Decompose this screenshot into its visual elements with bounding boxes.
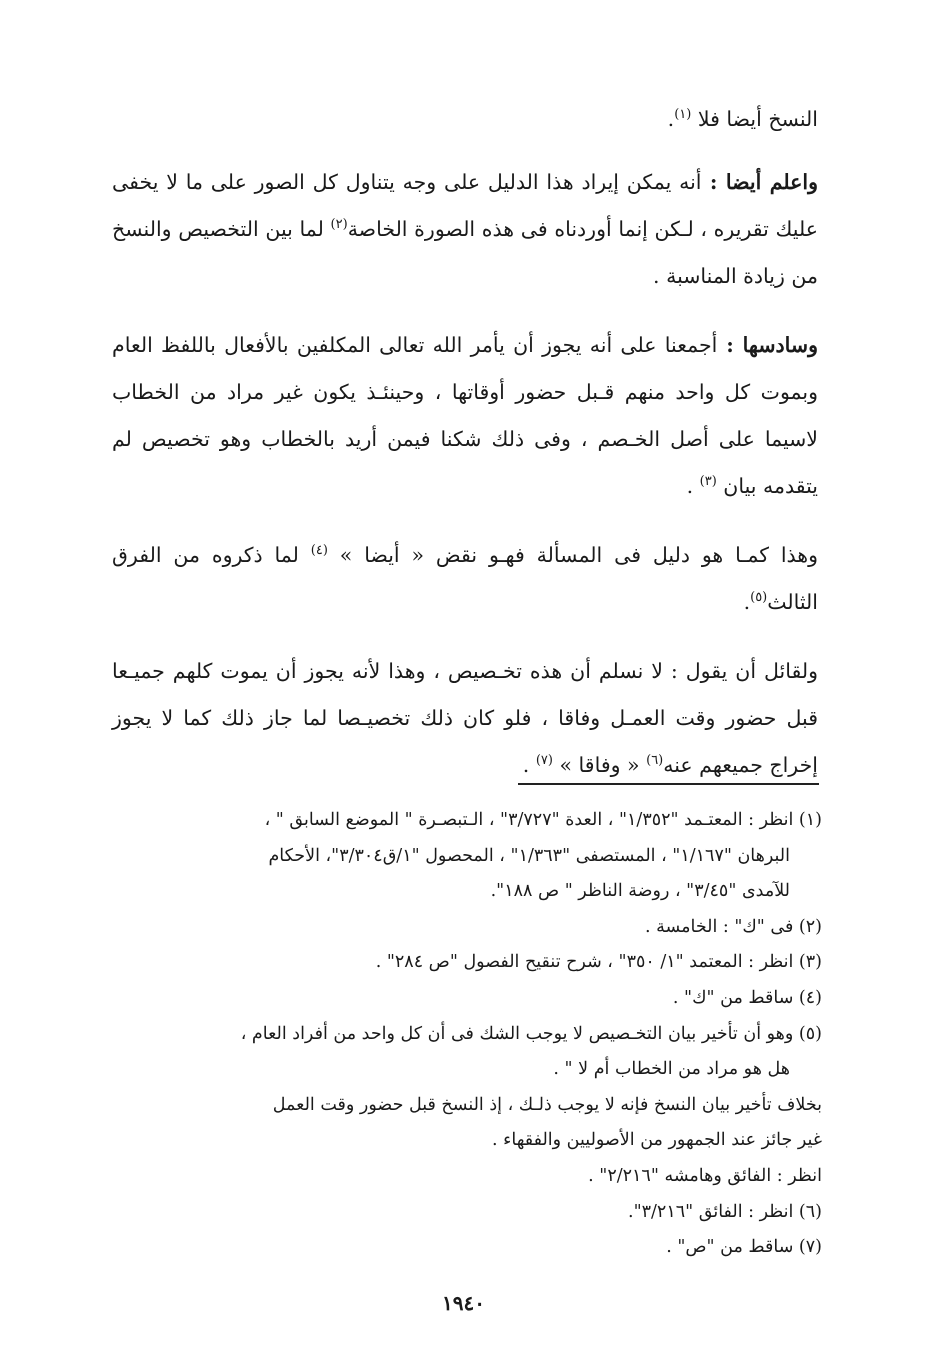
footnote-7: (٧) ساقط من "ص" . [666,1237,822,1258]
footnote-ref-6: (٦) [646,753,664,769]
footnote-5-line-5: انظر : الفائق وهامشه "٢/٢١٦" . [588,1165,822,1186]
footnote-5-line-2: هل هو مراد من الخطاب أم لا " . [553,1059,790,1080]
footnote-2: (٢) فى "ك" : الخامسة . [645,916,822,937]
paragraph-5-text2: « وفاقا » [552,753,647,777]
footnote-5-line-4: غير جائز عند الجمهور من الأصوليين والفقهاء . [492,1130,822,1151]
paragraph-3 [112,322,818,510]
footnotes [112,803,822,1266]
footnote-3: (٣) انظر : المعتمد "١/ ٣٥٠" ، شرح تنقيح الفصول "ص ٢٨٤" . [375,952,822,973]
footnote-4: (٤) ساقط من "ك" . [672,987,822,1008]
footnote-ref-7: (٧) [535,753,553,769]
paragraph-1-end: . [667,107,675,131]
footnote-5-line-3: بخلاف تأخير بيان النسخ فإنه لا يوجب ذلـك ، إذ النسخ قبل حضور وقت العمل [272,1094,822,1115]
paragraph-3-text2: . [686,474,700,498]
footnote-5 [112,1017,822,1195]
paragraph-2 [112,159,818,300]
footnote-1-line-3: للآمدى "٣/٤٥" ، روضة الناظر " ص ١٨٨". [490,881,790,902]
footnote-ref-2: (٢) [330,217,348,233]
footnote-1-line-2: البرهان "١/١٦٧" ، المستصفى "١/٣٦٣" ، المحصول "١/ق٣/٣٠٤"، الأحكام [268,845,790,866]
paragraph-4 [112,532,818,626]
footnote-5-line-1: (٥) وهو أن تأخير بيان التخـصيص لا يوجب الشك فى أن كل واحد من أفراد العام ، [240,1023,822,1044]
paragraph-4-text2: لما ذكروه من الفرق الثالث [112,543,818,614]
page-number: ١٩٤٠ [442,1291,485,1315]
paragraph-1 [112,96,818,143]
paragraph-2-text1: أنه يمكن إيراد هذا الدليل على وجه يتناول كل الصور على ما لا يخفى عليك تقريره ، لـكن إنما أوردناه فى هذه الصورة الخاصة [112,170,818,241]
paragraph-3-lead: وسادسها : [717,333,818,357]
footnote-separator [518,783,819,785]
paragraph-1-text: النسخ أيضا فلا [691,107,818,131]
footnote-1-line-1: (١) انظر : المعتـمد "١/٣٥٢" ، العدة "٣/٧٢٧" ، الـتبصـرة " الموضع السابق " ، [264,810,822,830]
paragraph-5-text3: . [522,753,536,777]
paragraph-2-lead: واعلم أيضا : [701,170,818,194]
paragraph-5 [112,648,818,789]
paragraph-4-text3: . [743,590,751,614]
footnote-6: (٦) انظر : الفائق "٣/٢١٦". [628,1201,822,1222]
paragraph-2-text2: لما بين التخصيص والنسخ من زيادة المناسبة . [112,217,818,288]
footnote-ref-5: (٥) [750,590,768,606]
footnote-ref-1: (١) [674,107,692,123]
paragraph-3-text1: أجمعنا على أنه يجوز أن يأمر الله تعالى المكلفين بالأفعال باللفظ العام وبموت كل واحد منهم قـبل حضور أوقاتها ، وحينئـذ يكون غير مراد من الخطاب لاسيما على أصل الخـصم ، وفى ذلك شكنا فيمن أريد بالخطاب وهو تخصيص لم يتقدمه بيان [112,333,818,498]
main-text [112,96,818,811]
paragraph-4-text1: وهذا كمـا هو دليل فى المسألة فهـو نقض « أيضا » [327,543,818,567]
footnote-ref-3: (٣) [699,474,717,490]
footnote-1 [112,803,822,910]
paragraph-5-text1: ولقائل أن يقول : لا نسلم أن هذه تخـصيص ، وهذا لأنه يجوز أن يموت كلهم جميـعا قبل حضور وقت العمـل وفاقا ، فلو كان ذلك تخصيـصا لما جاز ذلك كما لا يجوز إخراج جميعهم عنه [112,659,818,777]
footnote-ref-4: (٤) [310,543,328,559]
